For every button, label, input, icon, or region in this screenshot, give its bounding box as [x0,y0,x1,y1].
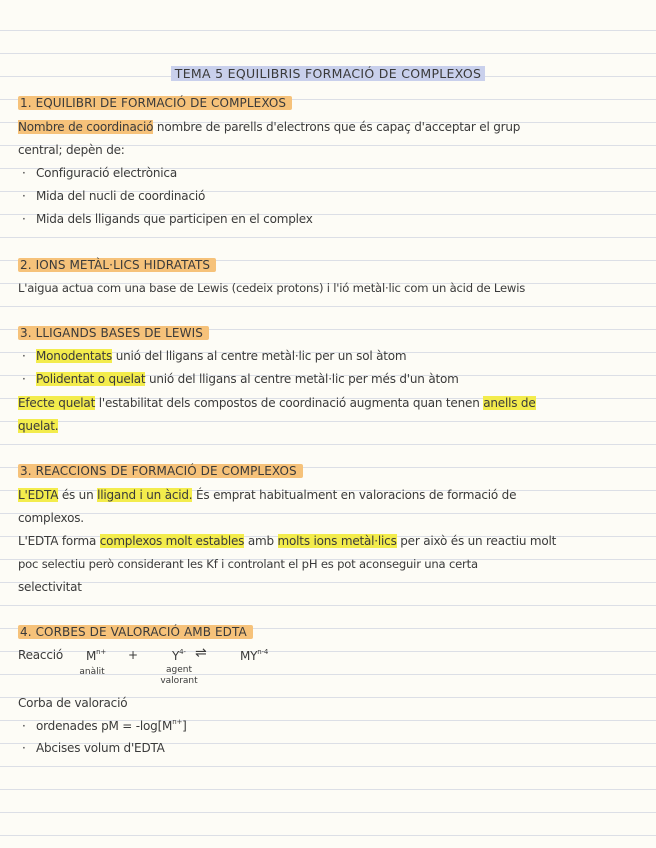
edta-term: L'EDTA [18,488,59,502]
text-fragment: és un [58,488,98,502]
stable-complexes-highlight: complexos molt estables [99,534,245,548]
list-item-text: Mida del nucli de coordinació [36,189,206,203]
superscript: 4- [179,648,186,656]
polidentate-text: unió del lligans al centre metàl·lic per més d'un àtom [145,372,459,386]
list-item-text: Configuració electrònica [36,166,177,180]
reactant-m [86,648,106,663]
equilibrium-arrow-icon: ⇌ [195,645,207,661]
text-fragment: per això és un reactiu molt [396,534,557,548]
text-fragment: L'EDTA forma [18,534,100,548]
section-3a-heading [18,326,209,340]
monodentate-text: unió del lligans al centre metàl·lic per un sol àtom [112,349,407,363]
text-fragment: És emprat habitualment en valoracions de formació de [192,488,517,502]
list-item: · Abcises volum d'EDTA [22,741,165,755]
list-item: · Configuració electrònica [22,166,177,180]
chelate-line2 [18,419,58,433]
titration-curve-label: Corba de valoració [18,696,128,710]
section-2-heading-text: 2. IONS METÀL·LICS HIDRATATS [18,258,216,272]
list-item: · Mida del nucli de coordinació [22,189,206,203]
list-item: · Mida dels lligands que participen en el complex [22,212,313,226]
text-fragment: ] [182,719,187,733]
monodentate-term: Monodentats [36,349,113,363]
page-title [0,66,656,81]
text-fragment: MY [240,649,258,663]
chelate-line2-text: quelat. [18,419,59,433]
section-1-heading [18,96,292,110]
coordination-def-text: nombre de parells d'electrons que és capaç d'acceptar el grup [153,120,521,134]
text-fragment: amb [244,534,278,548]
section-4-heading-text: 4. CORBES DE VALORACIÓ AMB EDTA [18,625,253,639]
coordination-definition [18,120,520,134]
section-2-heading [18,258,216,272]
section-3b-heading [18,464,303,478]
polidentate-term: Polidentat o quelat [36,372,146,386]
coordination-def-line2: central; depèn de: [18,143,125,157]
product-my [240,648,268,663]
titrant-label-1: agent [166,665,192,675]
superscript: n-4 [257,648,269,656]
edta-line3 [18,534,556,548]
text-fragment: Y [172,649,180,663]
chelate-text: l'estabilitat dels compostos de coordinació augmenta quan tenen [95,396,484,410]
edta-line5: selectivitat [18,580,82,594]
ordinate-text: ordenades pM = -log[M [36,719,173,733]
list-item: · Monodentats unió del lligans al centre metàl·lic per un sol àtom [22,349,407,363]
section-3b-heading-text: 3. REACCIONS DE FORMACIÓ DE COMPLEXOS [18,464,303,478]
analyte-label: anàlit [79,667,105,677]
text-fragment: M [86,649,97,663]
abscissa-text: Abcises volum d'EDTA [36,741,165,755]
section-3a-heading-text: 3. LLIGANDS BASES DE LEWIS [18,326,209,340]
list-item: · Polidentat o quelat unió del lligans al centre metàl·lic per més d'un àtom [22,372,459,386]
section-1-heading-text: 1. EQUILIBRI DE FORMACIÓ DE COMPLEXOS [18,96,292,110]
plus-sign: + [128,648,138,662]
reaction-label: Reacció [18,648,64,662]
page-title-text: TEMA 5 EQUILIBRIS FORMACIÓ DE COMPLEXOS [171,66,485,81]
chelate-effect [18,396,536,410]
titrant-label-2: valorant [160,676,198,686]
edta-line4: poc selectiu però considerant les Kf i controlant el pH es pot aconseguir una certa [18,557,478,571]
section-2-text: L'aigua actua com una base de Lewis (cedeix protons) i l'ió metàl·lic com un àcid de Lewis [18,281,526,295]
edta-line2: complexos. [18,511,84,525]
metal-ions-highlight: molts ions metàl·lics [277,534,397,548]
list-item: · ordenades pM = $-\log[M^{n+}]$ [22,718,187,733]
superscript: n+ [172,718,183,726]
ligand-acid-highlight: lligand i un àcid. [97,488,193,502]
superscript: n+ [96,648,107,656]
reactant-y [172,648,186,663]
coordination-term: Nombre de coordinació [18,120,154,134]
chelate-rings-highlight: anells de [483,396,536,410]
list-item-text: Mida dels lligands que participen en el complex [36,212,313,226]
chelate-term: Efecte quelat [18,396,96,410]
section-4-heading [18,625,253,639]
edta-line1 [18,488,516,502]
